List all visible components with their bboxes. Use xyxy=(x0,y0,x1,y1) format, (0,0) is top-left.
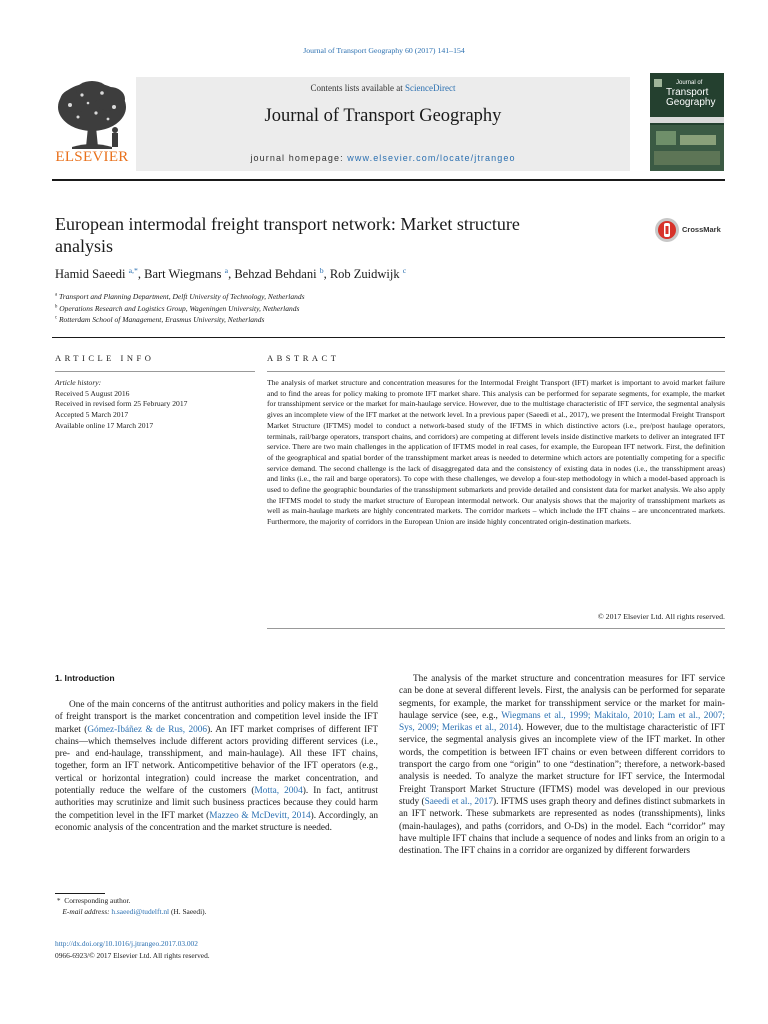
email-label: E-mail address: xyxy=(62,906,112,916)
journal-homepage xyxy=(136,153,630,163)
author-email-link[interactable]: h.saeedi@tudelft.nl xyxy=(111,906,170,916)
cover-journal-of: Journal of xyxy=(676,80,703,86)
affiliation-key: b xyxy=(55,304,58,310)
corresponding-author-note: * Corresponding author. xyxy=(56,896,131,905)
affiliation: $^c$ Rotterdam School of Management, Erasmus University, Netherlands xyxy=(55,315,265,324)
body-text: ). IFTMS uses graph theory and defines distinct submarkets in an IFT network. These submarkets are represented as nodes (transshipments), links (main-haulages), and paths (corridors, and O-Ds) in the model. Each “corridor” may have multiple IFT chains that include a sequence of nodes and links from an origin to a destination. The IFT chains in a corridor are organized by different forwarders xyxy=(399,796,725,857)
cover-title: Transport Geography xyxy=(666,87,716,108)
journal-reference[interactable]: Journal of Transport Geography 60 (2017) 141–154 xyxy=(303,46,465,55)
footnote-star: * xyxy=(56,896,61,905)
issn-copyright: 0966-6923/© 2017 Elsevier Ltd. All rights reserved. xyxy=(55,951,210,960)
author-affil-mark[interactable]: a xyxy=(224,265,229,275)
abstract-bottom-rule xyxy=(267,628,725,629)
author-affil-mark[interactable]: a,* xyxy=(128,265,138,275)
footnote xyxy=(55,896,378,917)
citation-link[interactable]: Gómez-Ibáñez & de Rus, 2006 xyxy=(87,724,208,735)
body-column-right xyxy=(399,673,725,857)
sciencedirect-link[interactable]: ScienceDirect xyxy=(405,83,456,93)
doi-link[interactable]: http://dx.doi.org/10.1016/j.jtrangeo.2017.03.002 xyxy=(55,939,198,948)
citation-link[interactable]: Mazzeo & McDevitt, 2014 xyxy=(209,810,311,821)
author-separator: , xyxy=(228,267,235,281)
section-rule xyxy=(52,337,725,338)
body-column-left xyxy=(55,699,378,834)
author-name[interactable]: Behzad Behdani xyxy=(234,267,317,281)
email-line xyxy=(55,907,378,918)
elsevier-wordmark: ELSEVIER xyxy=(55,149,129,165)
homepage-label: journal homepage: xyxy=(250,153,348,163)
author-name[interactable]: Rob Zuidwijk xyxy=(329,267,400,281)
affiliation: $^a$ Transport and Planning Department, Delft University of Technology, Netherlands xyxy=(55,292,305,301)
abstract-copyright: © 2017 Elsevier Ltd. All rights reserved. xyxy=(597,612,725,621)
crossmark-label[interactable]: CrossMark xyxy=(682,225,721,234)
contents-prefix: Contents lists available at xyxy=(310,83,405,93)
footnote-rule xyxy=(55,893,105,894)
author-separator: , xyxy=(137,267,145,281)
history-revised: Received in revised form 25 February 2017 xyxy=(55,399,188,409)
journal-title: Journal of Transport Geography xyxy=(264,106,502,126)
body-text: ). In fact, antitrust authorities may scrutinize and limit such business practices because they could harm the competition level in the IFT market ( xyxy=(55,786,378,821)
author-list xyxy=(55,267,655,282)
history-received: Received 5 August 2016 xyxy=(55,388,130,398)
history-online: Available online 17 March 2017 xyxy=(55,420,154,430)
author-affil-mark[interactable]: c xyxy=(402,265,407,275)
body-text: The analysis of the market structure and concentration measures for IFT service can be done at several different levels. First, the analysis can be performed for separate segments, for example, the market for transshipment service or the market for main-haulage service (see, e.g., xyxy=(399,674,725,721)
email-suffix: (H. Saeedi). xyxy=(169,906,207,916)
affiliation: $^b$ Operations Research and Logistics Group, Wageningen University, Netherlands xyxy=(55,304,300,313)
body-text: ). However, due to the multistage characteristic of IFT service, the segmental analysis gives an incomplete view of the IFT market. In other words, the competition is between IFT chains or even between different corridors to transport the cargo from one “origin” to one “destination”; therefore, a network-based analysis is needed. To analyze the market structure for IFT service, the Intermodal Freight Transport Market Structure (IFTMS) model was developed in our previous study ( xyxy=(399,723,725,807)
citation-link[interactable]: Saeedi et al., 2017 xyxy=(424,796,494,807)
affiliation-key: a xyxy=(55,292,58,298)
article-info-rule xyxy=(55,371,255,372)
history-label: Article history: xyxy=(55,378,102,387)
article-history xyxy=(55,378,255,432)
article-title: European intermodal freight transport network: Market structure analysis xyxy=(55,214,520,256)
header-rule xyxy=(52,179,725,181)
body-text: ). Accordingly, an economic analysis of the concentration and the market structure is needed. xyxy=(55,810,378,833)
author-name[interactable]: Bart Wiegmans xyxy=(144,267,222,281)
history-accepted: Accepted 5 March 2017 xyxy=(55,410,129,420)
body-text: ). An IFT market comprises of different IFT chains—which themselves include different actors providing different services (i.e., pre- and end-haulage, transshipment, and main-haulage). All these IFT chains, together, form an IFT network. Anticompetitive behavior of the IFT operators (e.g., vertical or horizontal integration) could increase the market concentration, and potentially reduce the welfare of the customers ( xyxy=(55,724,379,797)
body-text: One of the main concerns of the antitrust authorities and policy makers in the field of freight transport is the market concentration and competition level inside the IFT market ( xyxy=(55,700,378,735)
abstract-text: The analysis of market structure and concentration measures for the Intermodal Freight Transport (IFT) market is important to avoid market failure and to find the areas for policy making to promote IFT market share. This analysis can be performed for separate segments, for example, the market for transshipment service or the market for main-haulage service. However, due to the multistage characteristic of IFT service, the segmental analysis gives an incomplete view of the IFT market at the network level. In a previous paper (Saeedi et al., 2017), we present the Intermodal Freight Transport Market Structure (IFTMS) model to conduct a network-based study of the IFTMS in which distinctive actors (i.e., pre/post haulage operators, terminals, rail/barge operators, transport chains, and corridors) are competing at different levels inside distinctive markets to deliver an integrated IFT service. There are two main challenges in the application of IFTMS model in real cases, for example, the European IFT network. First, the definition of the geographical and spatial border of the transshipment market areas is needed to determine which actors are potentially competing for a specific service demand. The second challenge is the lack of disaggregated data and the consistency of existing data in nodes (i.e., the transshipment areas) and links (i.e., the rail and barge operators). To cope with these challenges, we develop a four-step methodology in which a model-based approach is used to define the geographic boundaries of the transshipment submarkets and provide detailed and consistent data for market analysis. We also apply the IFTMS model to study the market structure of European intermodal network. Our analysis shows that the majority of transshipment markets as well as main-haulage markets are highly concentrated markets. The corridor markets – which include the IFT chains – are unconcentrated markets. Furthermore, the majority of corridors in the European Union are inside highly concentrated origin-destination markets. xyxy=(267,378,725,527)
affiliation-key: c xyxy=(55,315,58,321)
section-heading-introduction: 1. Introduction xyxy=(55,673,115,683)
author-name[interactable]: Hamid Saeedi xyxy=(55,267,126,281)
homepage-link[interactable]: www.elsevier.com/locate/jtrangeo xyxy=(347,153,516,163)
contents-line xyxy=(136,83,630,93)
author-separator: , xyxy=(323,267,330,281)
abstract-heading: ABSTRACT xyxy=(267,353,340,363)
citation-link[interactable]: Motta, 2004 xyxy=(254,786,303,797)
article-info-heading: ARTICLE INFO xyxy=(55,353,155,363)
abstract-rule xyxy=(267,371,725,372)
citation-link[interactable]: Wiegmans et al., 1999; Makitalo, 2010; Lam et al., 2007; Sys, 2009; Merikas et al., 2014 xyxy=(399,710,725,734)
author-affil-mark[interactable]: b xyxy=(319,265,324,275)
